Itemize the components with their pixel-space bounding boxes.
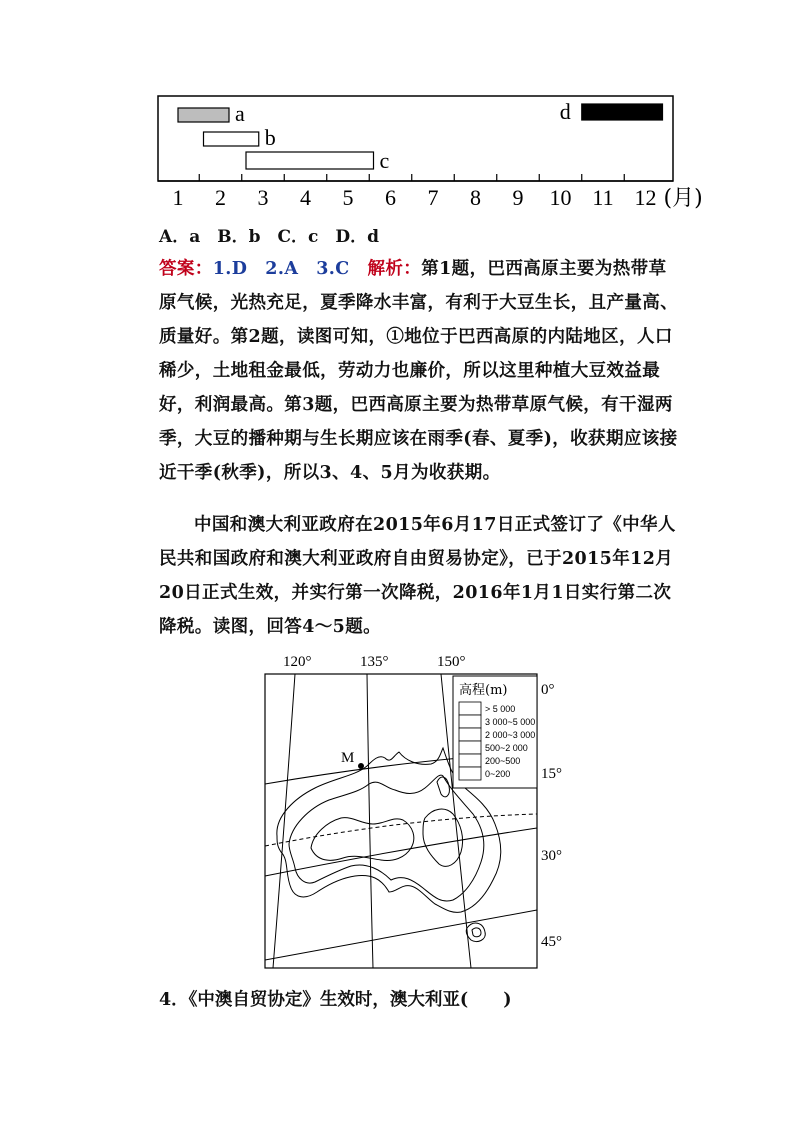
lon-label-120: 120° [283, 654, 312, 670]
timeline-bar-d [582, 104, 663, 120]
lat-label-0: 0° [541, 682, 555, 698]
legend-title: 高程(m) [459, 683, 508, 698]
timeline-bar-a [178, 108, 229, 122]
legend-item-label: 0~200 [485, 769, 511, 779]
question-4: 4．《中澳自贸协定》生效时，澳大利亚( ) [159, 990, 512, 1010]
timeline-tick-label: 8 [470, 185, 481, 210]
legend-swatch [459, 728, 481, 741]
legend-item-label: 2 000~3 000 [485, 730, 536, 740]
legend-swatch [459, 702, 481, 715]
timeline-tick-label: 4 [300, 185, 311, 210]
timeline-tick-label: 7 [427, 185, 439, 210]
intro-text: 中国和澳大利亚政府在2015年6月17日正式签订了《中华人民共和国政府和澳大利亚政府自由贸易协定》，已于2015年12月20日正式生效，并实行第一次降税，2016年1月1日实行第二次降税。读图，回答4～5题。 [159, 515, 676, 637]
answer-choices: 1.D 2.A 3.C [212, 259, 350, 279]
answer-label: 答案： [159, 259, 213, 279]
options-line: A．a B．b C．c D．d [159, 227, 379, 247]
timeline-bar-label-a: a [235, 101, 245, 126]
answer-paragraph [159, 252, 679, 490]
timeline-bar-b [204, 132, 259, 146]
legend-swatch [459, 715, 481, 728]
timeline-tick-label: 6 [385, 185, 396, 210]
timeline-tick-label: 2 [215, 185, 226, 210]
legend-item-label: 200~500 [485, 756, 521, 766]
timeline-tick-label: 5 [342, 185, 354, 210]
timeline-bar-label-c: c [379, 148, 390, 173]
timeline-bar-label-d: d [559, 99, 571, 124]
legend-item-label: 500~2 000 [485, 743, 528, 753]
point-m-label: M [341, 750, 355, 766]
timeline-tick-label: 3 [257, 185, 269, 210]
timeline-tick-label: 11 [592, 185, 614, 210]
lon-label-150: 150° [437, 654, 466, 670]
timeline-tick-label: 12 [634, 185, 657, 210]
lon-label-135: 135° [360, 654, 389, 670]
australia-map [255, 648, 585, 978]
timeline-bar-label-b: b [264, 125, 276, 150]
legend-swatch [459, 767, 481, 780]
intro-paragraph [159, 508, 679, 644]
elevation-legend [453, 676, 537, 788]
lat-label-30: 30° [541, 848, 562, 864]
legend-item-label: > 5 000 [485, 704, 516, 714]
timeline-bar-c [246, 152, 374, 169]
analysis-label: 解析： [367, 259, 422, 279]
timeline-tick-label: 10 [549, 185, 572, 210]
legend-swatch [459, 754, 481, 767]
timeline-unit-label: (月) [663, 186, 703, 211]
lat-label-45: 45° [541, 934, 562, 950]
timeline-tick-label: 1 [172, 185, 184, 210]
legend-swatch [459, 741, 481, 754]
point-m [358, 763, 364, 769]
timeline-chart [150, 88, 740, 218]
legend-item-label: 3 000~5 000 [485, 717, 536, 727]
analysis-text: 第1题，巴西高原主要为热带草原气候，光热充足，夏季降水丰富，有利于大豆生长，且产量高、质量好。第2题，读图可知，①地位于巴西高原的内陆地区，人口稀少，土地租金最低，劳动力也廉价，所以这里种植大豆效益最好，利润最高。第3题，巴西高原主要为热带草原气候，有干湿两季，大豆的播种期与生长期应该在雨季(春、夏季)，收获期应该接近干季(秋季)，所以3、4、5月为收获期。 [159, 259, 679, 483]
timeline-tick-label: 9 [512, 185, 524, 210]
lat-label-15: 15° [541, 766, 562, 782]
